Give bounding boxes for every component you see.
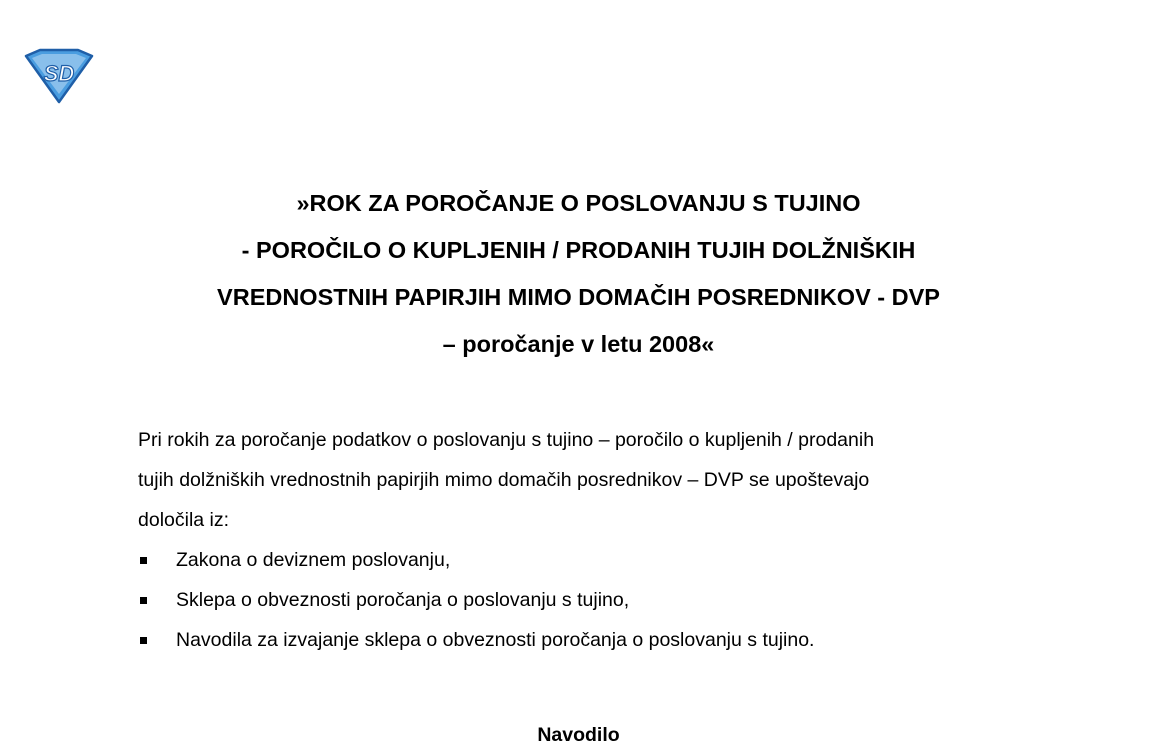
square-bullet-icon — [140, 597, 147, 604]
document-body — [138, 420, 1038, 660]
intro-paragraph — [138, 420, 1038, 540]
title-line-2: - POROČILO O KUPLJENIH / PRODANIH TUJIH DOLŽNIŠKIH — [241, 237, 916, 263]
regulations-list — [138, 540, 1038, 660]
section-heading: Navodilo — [537, 724, 620, 746]
list-item — [138, 580, 1038, 620]
square-bullet-icon — [140, 557, 147, 564]
square-bullet-icon — [140, 637, 147, 644]
intro-line-1: Pri rokih za poročanje podatkov o poslovanju s tujino – poročilo o kupljenih / prodanih — [138, 429, 875, 451]
title-line-1: »ROK ZA POROČANJE O POSLOVANJU S TUJINO — [296, 190, 861, 216]
list-item-text: Sklepa o obveznosti poročanja o poslovanju s tujino, — [176, 589, 630, 611]
title-line-4: – poročanje v letu 2008« — [442, 331, 715, 357]
document-title — [0, 180, 1157, 368]
svg-text:SD: SD — [43, 61, 75, 86]
title-line-3: VREDNOSTNIH PAPIRJIH MIMO DOMAČIH POSREDNIKOV - DVP — [217, 284, 940, 310]
intro-line-3: določila iz: — [138, 509, 230, 531]
list-item-text: Zakona o deviznem poslovanju, — [176, 549, 451, 571]
company-logo — [22, 48, 96, 104]
intro-line-2: tujih dolžniških vrednostnih papirjih mimo domačih posrednikov – DVP se upoštevajo — [138, 469, 870, 491]
list-item — [138, 620, 1038, 660]
list-item-text: Navodila za izvajanje sklepa o obveznosti poročanja o poslovanju s tujino. — [176, 629, 815, 651]
list-item — [138, 540, 1038, 580]
